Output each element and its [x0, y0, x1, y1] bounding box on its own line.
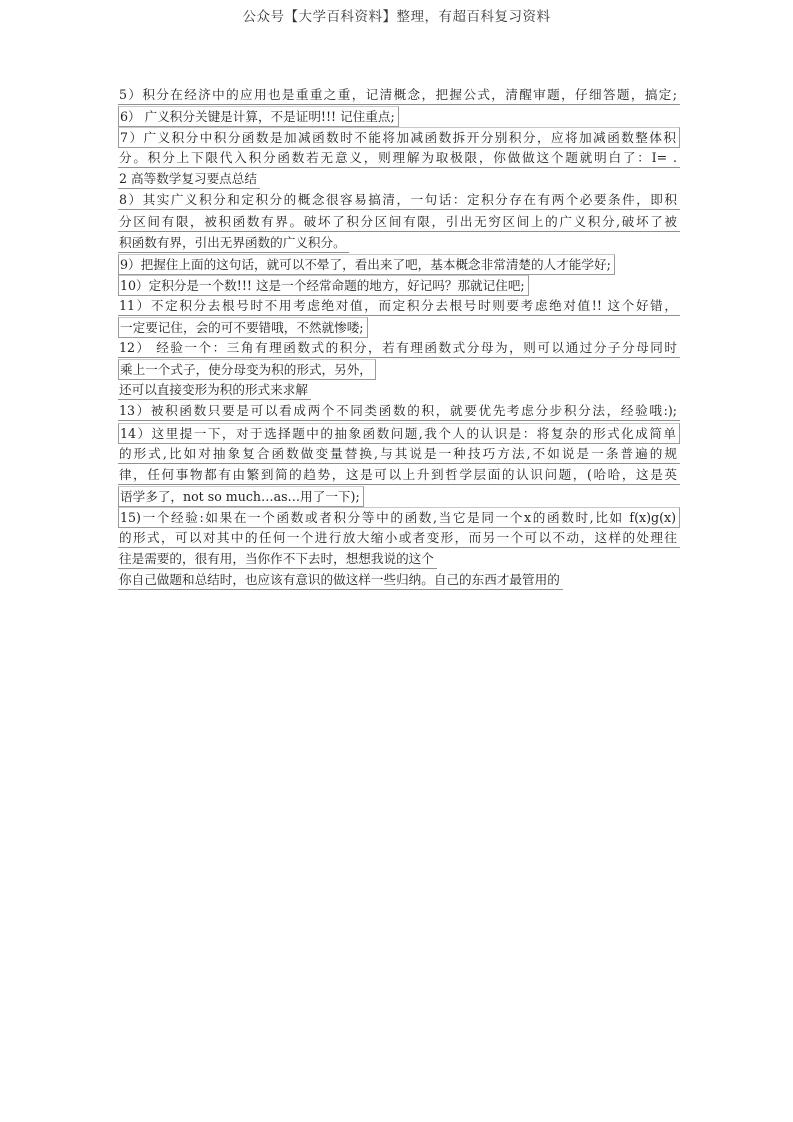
line-text: 分区间有限，被积函数有界。破坏了积分区间有限，引出无穷区间上的广义积分,破坏了被	[118, 212, 680, 232]
line-text: 往是需要的，很有用，当你作不下去时，想想我说的这个	[118, 549, 437, 569]
line-text: 9）把握住上面的这句话，就可以不晕了，看出来了吧，基本概念非常清楚的人才能学好;	[118, 254, 615, 275]
line-text: 5）积分在经济中的应用也是重重之重，记清概念，把握公式，清醒审题，仔细答题，搞定;	[118, 85, 680, 105]
line-text: 语学多了，not so much…as…用了一下);	[118, 486, 364, 507]
text-line	[118, 465, 680, 486]
text-line	[118, 423, 680, 444]
text-line	[118, 106, 680, 127]
line-text: 13）被积函数只要是可以看成两个不同类函数的积，就要优先考虑分步积分法，经验哦:);	[118, 401, 680, 421]
line-text: 分。积分上下限代入积分函数若无意义，则理解为取极限，你做做这个题就明白了：I= .	[118, 148, 680, 168]
text-line	[118, 85, 680, 106]
text-line	[118, 549, 680, 570]
section-heading	[118, 169, 680, 190]
line-text: 一定要记住，会的可不要错哦，不然就惨喽;	[118, 317, 368, 338]
line-text: 12） 经验一个：三角有理函数式的积分，若有理函数式分母为，则可以通过分子分母同时	[118, 338, 680, 358]
line-text: 2 高等数学复习要点总结	[118, 169, 260, 189]
line-text: 你自己做题和总结时，也应该有意识的做这样一些归纳。自己的东西才最管用的	[118, 570, 563, 590]
document-body	[118, 85, 680, 591]
line-text: 积函数有界，引出无界函数的广义积分。	[118, 233, 349, 253]
line-text: 14）这里提一下，对于选择题中的抽象函数问题,我个人的认识是：将复杂的形式化成简单	[118, 423, 680, 444]
text-line	[118, 507, 680, 528]
line-text: 6） 广义积分关键是计算，不是证明!!! 记住重点;	[118, 106, 399, 127]
text-line	[118, 401, 680, 422]
line-text: 还可以直接变形为积的形式来求解	[118, 380, 311, 400]
line-text: 10）定积分是一个数!!! 这是一个经常命题的地方，好记吗？那就记住吧;	[118, 275, 529, 296]
text-line	[118, 148, 680, 169]
text-line	[118, 528, 680, 549]
line-text: 15)一个经验:如果在一个函数或者积分等中的函数,当它是同一个x的函数时,比如 f(x)g(x)	[118, 507, 680, 528]
text-line	[118, 359, 680, 380]
line-text: 的形式,比如对抽象复合函数做变量替换,与其说是一种技巧方法,不如说是一条普遍的规	[118, 444, 680, 464]
text-line	[118, 338, 680, 359]
text-line	[118, 380, 680, 401]
text-line	[118, 570, 680, 591]
line-text: 乘上一个式子，使分母变为积的形式，另外，	[118, 359, 376, 380]
text-line	[118, 212, 680, 233]
line-text: 的形式，可以对其中的任何一个进行放大缩小或者变形，而另一个可以不动，这样的处理往	[118, 528, 680, 548]
line-text: 律，任何事物都有由繁到简的趋势，这是可以上升到哲学层面的认识问题，(哈哈，这是英	[118, 465, 680, 485]
text-line	[118, 296, 680, 317]
text-line	[118, 486, 680, 507]
text-line	[118, 317, 680, 338]
text-line	[118, 190, 680, 211]
line-text: 8）其实广义积分和定积分的概念很容易搞清，一句话：定积分存在有两个必要条件，即积	[118, 190, 680, 210]
line-text: 11）不定积分去根号时不用考虑绝对值，而定积分去根号时则要考虑绝对值!! 这个好错，	[118, 296, 680, 316]
page-header: 公众号【大学百科资料】整理，有超百科复习资料	[242, 9, 551, 25]
line-text: 7）广义积分中积分函数是加减函数时不能将加减函数拆开分别积分，应将加减函数整体积	[118, 127, 680, 148]
text-line	[118, 275, 680, 296]
text-line	[118, 127, 680, 148]
text-line	[118, 444, 680, 465]
text-line	[118, 233, 680, 254]
text-line	[118, 254, 680, 275]
